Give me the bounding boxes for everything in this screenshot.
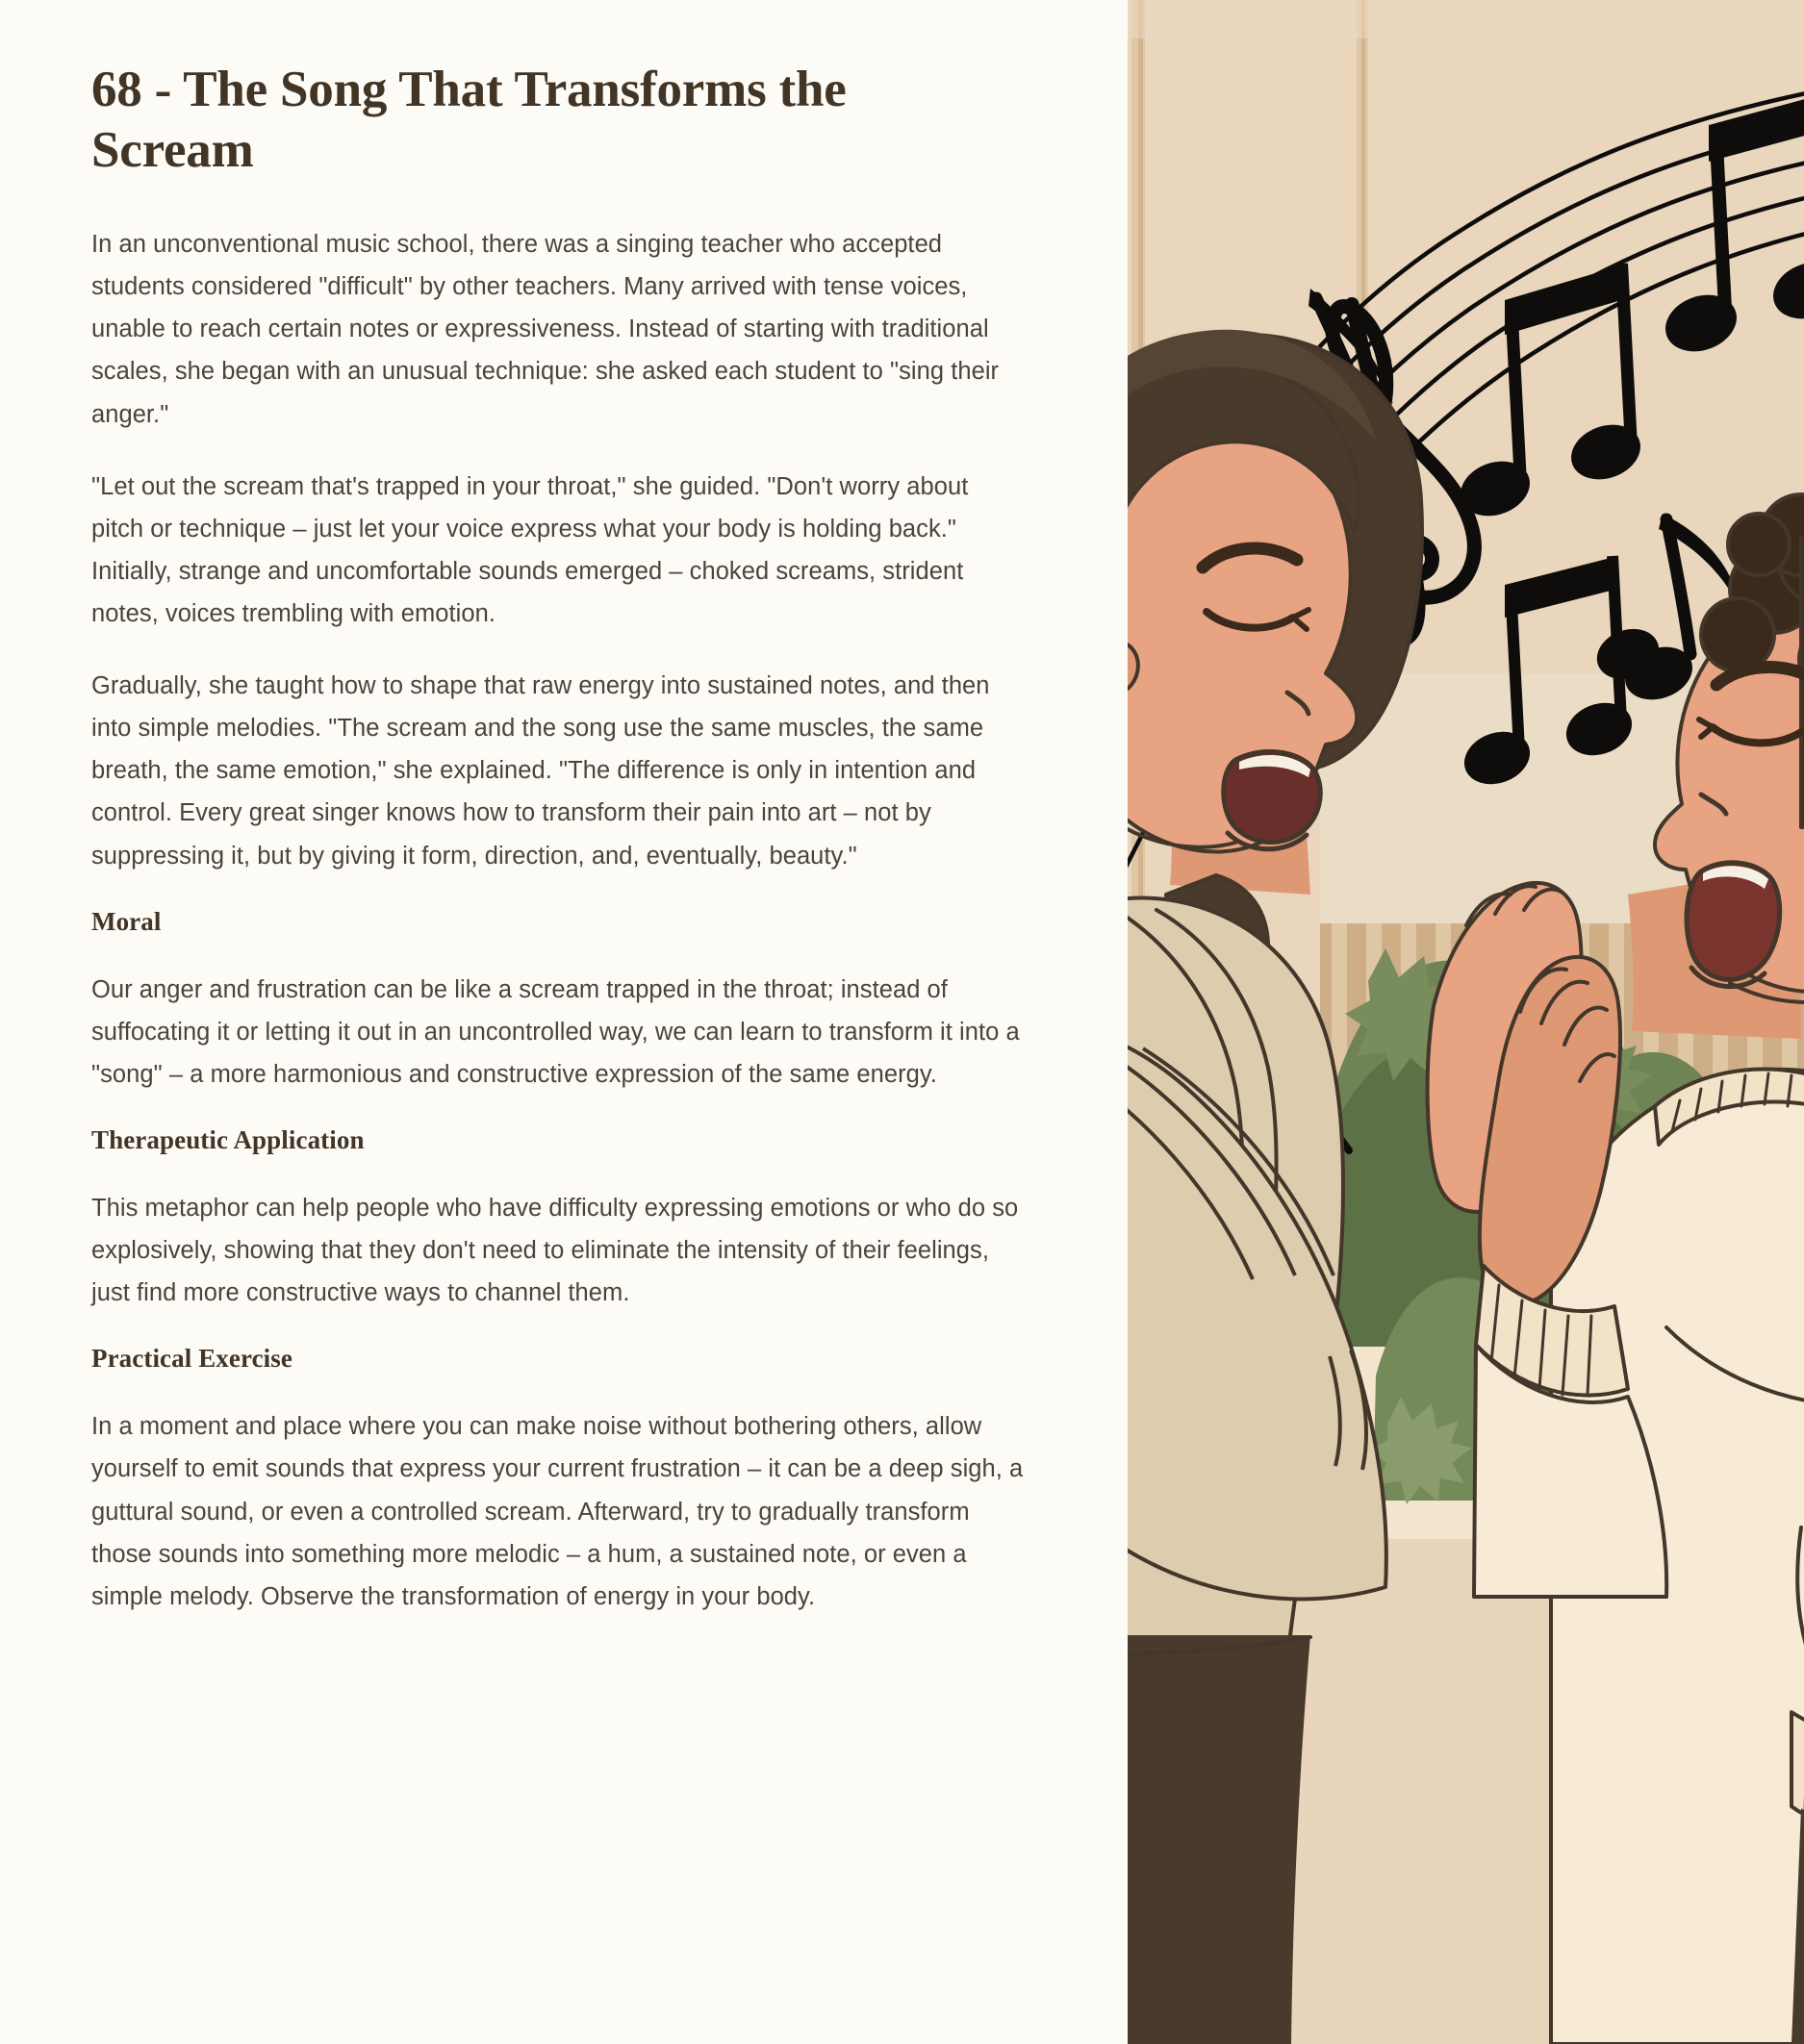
page-title: 68 - The Song That Transforms the Scream (91, 62, 847, 179)
section-heading-therapeutic-application: Therapeutic Application (91, 1124, 365, 1154)
story-illustration (1128, 0, 1804, 2044)
story-paragraph-3: Gradually, she taught how to shape that raw energy into sustained notes, and then into simple melodies. "The scream and the song use the same muscles, the same breath, the same emotion," she explained. "The difference is only in intention and control. Every great singer knows how to transform their pain into art – not by suppressing it, but by giving it form, direction, and, eventually, beauty." (91, 672, 990, 870)
singing-duo-illustration (1128, 0, 1804, 2044)
section-body-practical-exercise: In a moment and place where you can make noise without bothering others, allow yourself to emit sounds that express your current frustration – it can be a deep sigh, a guttural sound, or even a controlled scream. Afterward, try to gradually transform those sounds into something more melodic – a hum, a sustained note, or even a simple melody. Observe the transformation of energy in your body. (91, 1413, 1024, 1610)
section-heading-moral: Moral (91, 906, 162, 936)
skirt (1128, 1635, 1310, 2044)
section-body-therapeutic-application: This metaphor can help people who have difficulty expressing emotions or who do so explosively, showing that they don't need to eliminate the intensity of their feelings, just find more constructive ways to channel them. (91, 1194, 1019, 1307)
section-heading-practical-exercise: Practical Exercise (91, 1344, 292, 1374)
story-paragraph-2: "Let out the scream that's trapped in your throat," she guided. "Don't worry about pitch or technique – just let your voice express what your body is holding back." Initially, strange and uncomfortable sounds emerged – choked screams, strident notes, voices trembling with emotion. (91, 472, 969, 627)
section-body-moral: Our anger and frustration can be like a scream trapped in the throat; instead of suffocating it or letting it out in an uncontrolled way, we can learn to transform it into a "song" – a more harmonious and constructive expression of the same energy. (91, 975, 1020, 1088)
story-paragraph-1: In an unconventional music school, there was a singing teacher who accepted students considered "difficult" by other teachers. Many arrived with tense voices, unable to reach certain notes or expressiveness. Instead of starting with traditional scales, she began with an unusual technique: she asked each student to "sing their anger." (91, 231, 1000, 428)
